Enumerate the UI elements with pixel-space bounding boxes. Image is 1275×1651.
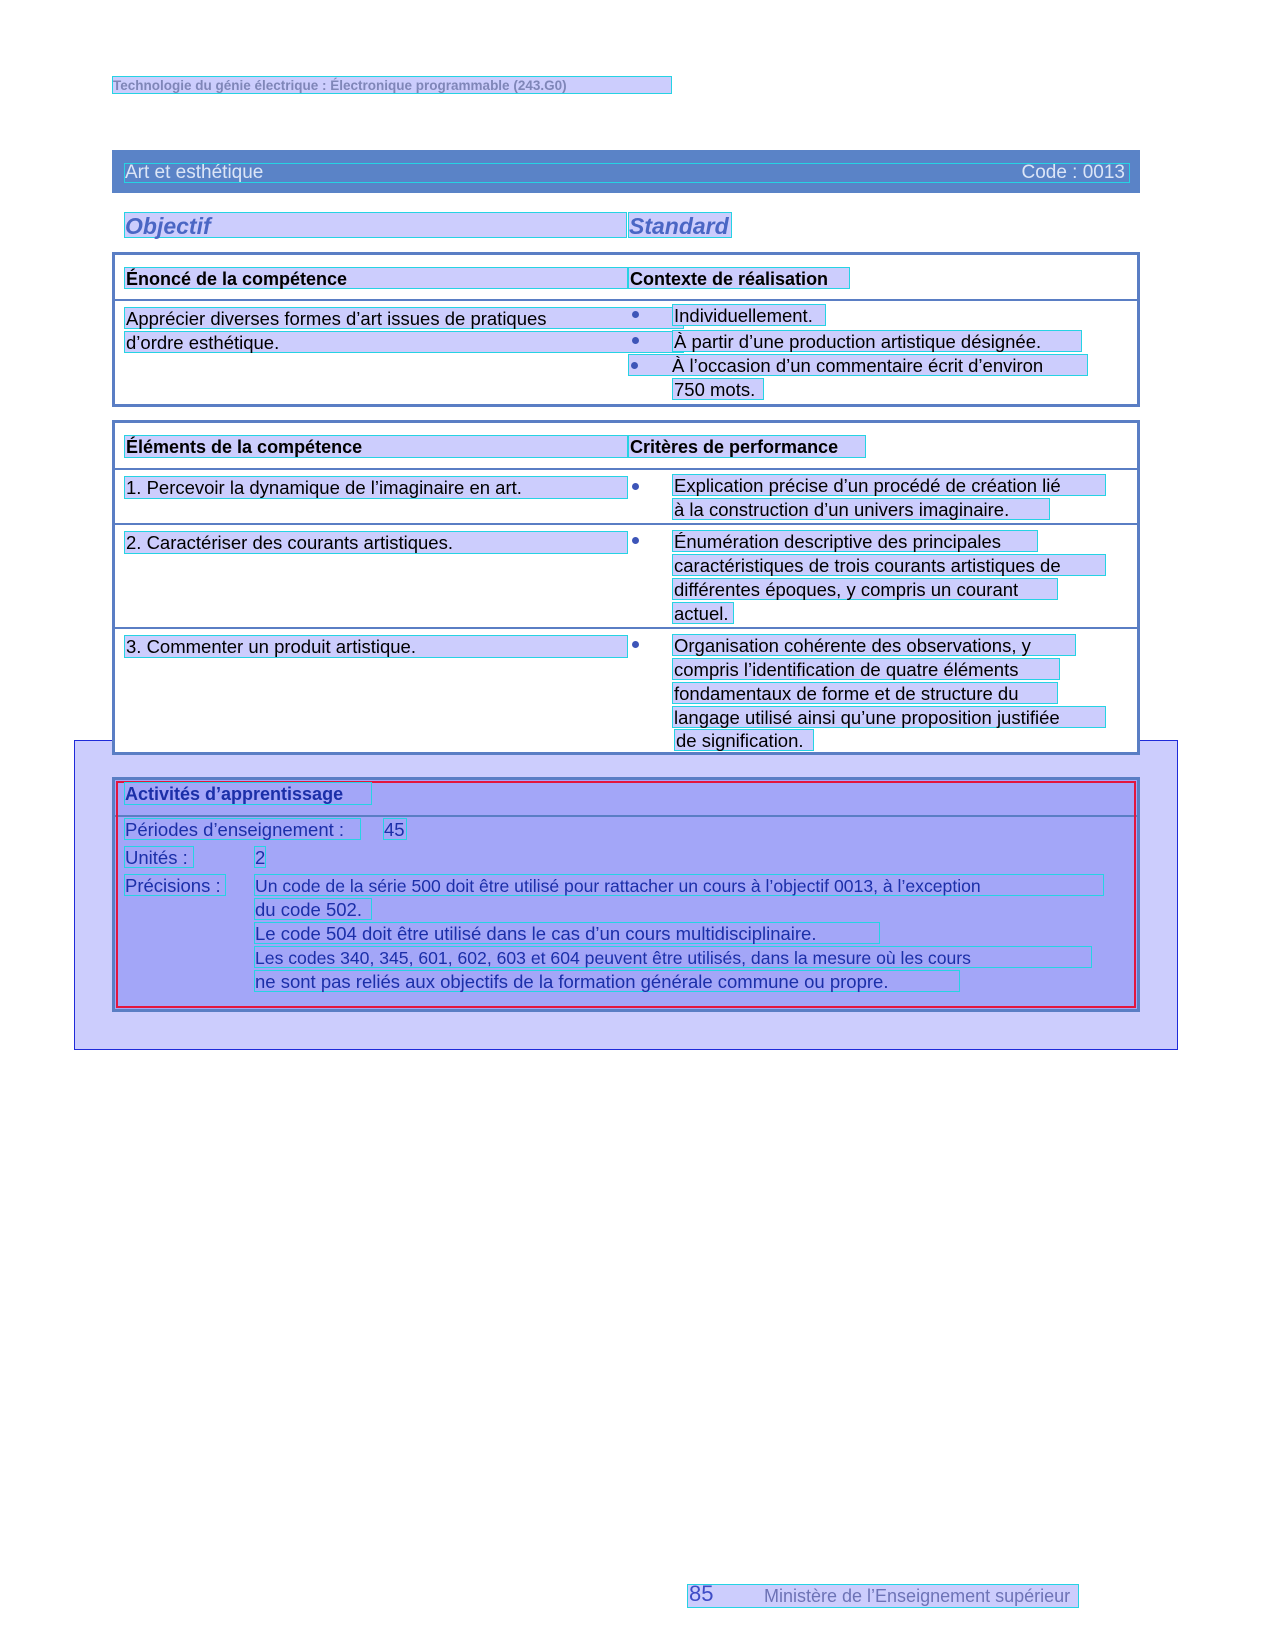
enonce-line: d’ordre esthétique. (124, 331, 684, 353)
contexte-item-cont: 750 mots. (672, 378, 764, 400)
precisions-line: Le code 504 doit être utilisé dans le cas d’un cours multidisciplinaire. (254, 922, 880, 944)
contexte-item: À l’occasion d’un commentaire écrit d’environ (672, 355, 1044, 376)
bullet-icon (632, 311, 639, 318)
unites-value: 2 (255, 847, 266, 868)
enonce-label: Énoncé de la compétence (124, 267, 628, 289)
precisions-label: Précisions : (124, 874, 226, 896)
critere-line: de signification. (674, 729, 814, 751)
page-number: 85 (689, 1581, 714, 1606)
element-2: 2. Caractériser des courants artistiques. (124, 531, 628, 554)
critere-line: langage utilisé ainsi qu’une proposition justifiée (672, 706, 1106, 728)
contexte-item: Individuellement. (672, 304, 826, 326)
elements-label: Éléments de la compétence (124, 435, 628, 458)
bullet-icon (632, 537, 639, 544)
bullet-icon (632, 641, 639, 648)
footer-ministry: Ministère de l’Enseignement supérieur (764, 1586, 1071, 1606)
bullet-icon (632, 483, 639, 490)
critere-line: Organisation cohérente des observations, y (672, 634, 1076, 656)
contexte-item: À partir d’une production artistique désignée. (672, 330, 1082, 352)
contexte-item-bullet-row (628, 354, 1088, 376)
periodes-value: 45 (383, 818, 407, 840)
course-title: Art et esthétique (125, 162, 264, 183)
element-3: 3. Commenter un produit artistique. (124, 635, 628, 658)
footer-row (687, 1581, 1079, 1608)
running-head: Technologie du génie électrique : Électronique programmable (243.G0) (112, 76, 672, 94)
critere-line: Explication précise d’un procédé de création lié (672, 474, 1106, 496)
standard-heading: Standard (628, 212, 732, 238)
critere-line: fondamentaux de forme et de structure du (672, 682, 1058, 704)
precisions-line: Les codes 340, 345, 601, 602, 603 et 604 peuvent être utilisés, dans la mesure où les cours (254, 946, 1092, 968)
precisions-line: ne sont pas reliés aux objectifs de la formation générale commune ou propre. (254, 970, 960, 992)
unites-label: Unités : (124, 846, 194, 868)
bullet-icon (632, 337, 639, 344)
objectif-heading: Objectif (124, 212, 627, 238)
activites-label: Activités d’apprentissage (124, 782, 372, 805)
course-title-row (124, 163, 1130, 183)
periodes-label: Périodes d’enseignement : (124, 818, 361, 840)
course-code: Code : 0013 (1021, 162, 1125, 183)
critere-line: actuel. (672, 602, 734, 624)
critere-line: caractéristiques de trois courants artistiques de (672, 554, 1106, 576)
contexte-label: Contexte de réalisation (628, 267, 850, 289)
enonce-line: Apprécier diverses formes d’art issues de pratiques (124, 307, 684, 329)
critere-line: compris l’identification de quatre éléments (672, 658, 1060, 680)
critere-line: à la construction d’un univers imaginaire. (672, 498, 1050, 520)
element-1: 1. Percevoir la dynamique de l’imaginaire en art. (124, 476, 628, 499)
precisions-line: du code 502. (254, 898, 372, 920)
criteres-label: Critères de performance (628, 435, 866, 458)
bullet-icon (631, 362, 638, 369)
precisions-line: Un code de la série 500 doit être utilisé pour rattacher un cours à l’objectif 0013, à l’exception (254, 874, 1104, 896)
critere-line: différentes époques, y compris un courant (672, 578, 1058, 600)
critere-line: Énumération descriptive des principales (672, 530, 1038, 552)
